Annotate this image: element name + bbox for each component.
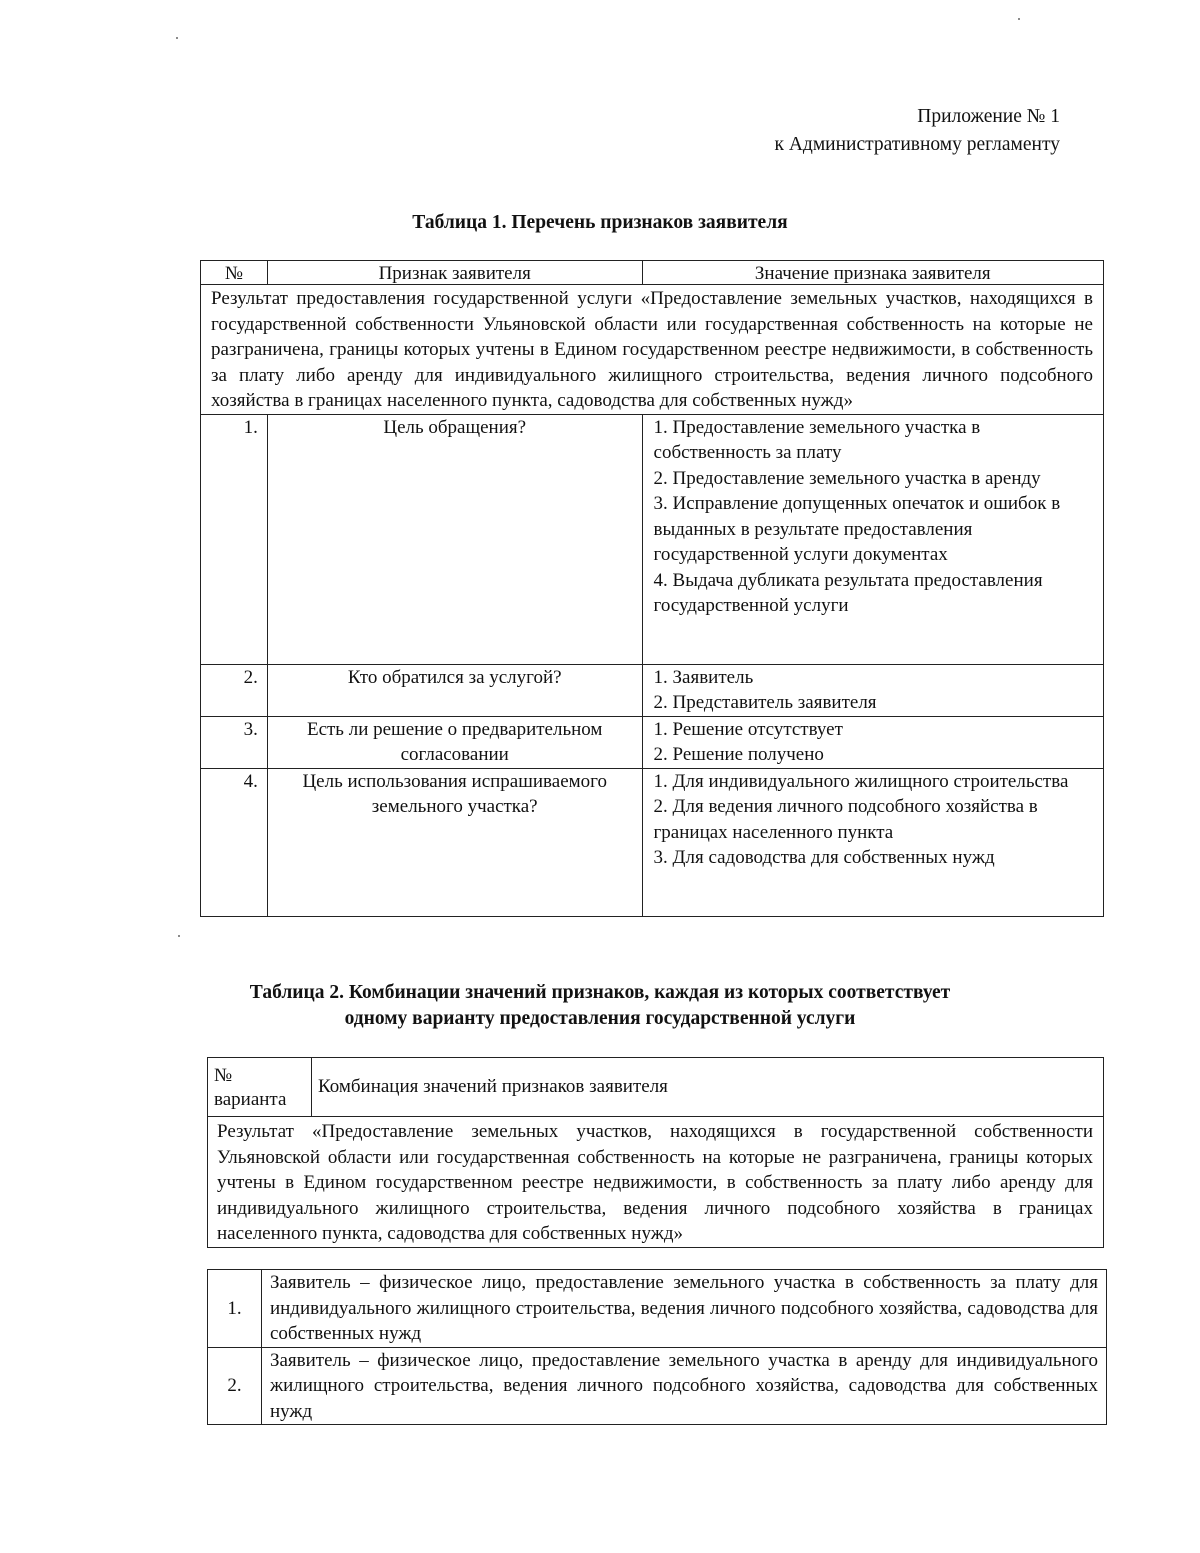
- table2-result-row: [208, 1117, 1104, 1248]
- table2-caption-line1: Таблица 2. Комбинации значений признаков, каждая из которых соответствует: [249, 982, 951, 1003]
- row-number: 3.: [201, 716, 268, 768]
- table-row: [201, 414, 1104, 664]
- table1-col-feature: Признак заявителя: [267, 261, 642, 285]
- table2-header-row: [208, 1058, 1104, 1117]
- table-row: [201, 664, 1104, 716]
- feature-values: [642, 768, 1103, 916]
- value-item: 4. Выдача дубликата результата предоставления государственной услуги: [653, 569, 1043, 616]
- value-item: 3. Исправление допущенных опечаток и ошибок в выданных в результате предоставления государственной услуги документах: [653, 493, 1061, 565]
- feature-values: [642, 414, 1103, 664]
- table2-variant-combinations: [207, 1057, 1104, 1248]
- appendix-number: Приложение № 1: [917, 106, 1060, 127]
- table1-applicant-features: [200, 260, 1104, 917]
- variant-text: Заявитель – физическое лицо, предоставление земельного участка в собственность за плату для индивидуального жилищного строительства, ведения личного подсобного хозяйства, садоводства для собственных нужд: [261, 1270, 1106, 1348]
- value-item: 2. Представитель заявителя: [653, 692, 877, 713]
- variant-number: 2.: [208, 1347, 262, 1425]
- feature-text: Кто обратился за услугой?: [267, 664, 642, 716]
- feature-text: Цель использования испрашиваемого земельного участка?: [267, 768, 642, 916]
- row-number: 4.: [201, 768, 268, 916]
- table1-col-value: Значение признака заявителя: [642, 261, 1103, 285]
- value-item: 1. Заявитель: [653, 666, 754, 688]
- value-item: 1. Решение отсутствует: [653, 718, 843, 740]
- table2-variant-rows: [207, 1269, 1107, 1425]
- table2-col-combination: Комбинация значений признаков заявителя: [311, 1058, 1103, 1117]
- table2-col-variant-number: [208, 1058, 312, 1117]
- value-item: 1. Предоставление земельного участка в собственность за плату: [653, 416, 981, 463]
- table1-result-row: [201, 285, 1104, 415]
- table2-caption-line2: одному варианту предоставления государственной услуги: [344, 1008, 856, 1029]
- value-item: 3. Для садоводства для собственных нужд: [653, 847, 995, 868]
- table1-header-row: [201, 261, 1104, 285]
- feature-text: Цель обращения?: [267, 414, 642, 664]
- feature-values: [642, 664, 1103, 716]
- scan-speck: [1018, 18, 1020, 20]
- value-item: 1. Для индивидуального жилищного строительства: [653, 770, 1069, 792]
- table-row: [208, 1270, 1107, 1348]
- row-number: 1.: [201, 414, 268, 664]
- scan-speck: [176, 37, 178, 39]
- feature-text: Есть ли решение о предварительном согласовании: [267, 716, 642, 768]
- table1-col-number: №: [201, 261, 268, 285]
- table-row: [201, 716, 1104, 768]
- table2-caption: [0, 980, 1200, 1032]
- table1-result-text: Результат предоставления государственной услуги «Предоставление земельных участков, находящихся в государственной собственности Ульяновской области или государственная собственность на которые не разграничена, границы которых учтены в Едином государственном реестре недвижимости, в собственность за плату либо аренду для индивидуального жилищного строительства, ведения личного подсобного хозяйства в границах населенного пункта, садоводства для собственных нужд»: [201, 285, 1104, 415]
- col-number-sign: №: [214, 1065, 233, 1086]
- row-number: 2.: [201, 664, 268, 716]
- appendix-reference: к Административному регламенту: [774, 134, 1060, 155]
- variant-text: Заявитель – физическое лицо, предоставление земельного участка в аренду для индивидуального жилищного строительства, ведения личного подсобного хозяйства, садоводства для собственных нужд: [261, 1347, 1106, 1425]
- scan-speck: [178, 935, 180, 937]
- table2-result-text: Результат «Предоставление земельных участков, находящихся в государственной собственности Ульяновской области или государственная собственность на которые не разграничена, границы которых учтены в Едином государственном реестре недвижимости, в собственность за плату либо аренду для индивидуального жилищного строительства, ведения личного подсобного хозяйства в границах населенного пункта, садоводства для собственных нужд»: [208, 1117, 1104, 1248]
- variant-number: 1.: [208, 1270, 262, 1348]
- value-item: 2. Предоставление земельного участка в аренду: [653, 467, 1041, 489]
- appendix-header: [774, 103, 1060, 159]
- value-item: 2. Решение получено: [653, 744, 824, 765]
- table-row: [201, 768, 1104, 916]
- table1-caption: Таблица 1. Перечень признаков заявителя: [412, 212, 788, 233]
- value-item: 2. Для ведения личного подсобного хозяйства в границах населенного пункта: [653, 796, 1038, 843]
- col-variant-word: варианта: [214, 1089, 287, 1110]
- feature-values: [642, 716, 1103, 768]
- table-row: [208, 1347, 1107, 1425]
